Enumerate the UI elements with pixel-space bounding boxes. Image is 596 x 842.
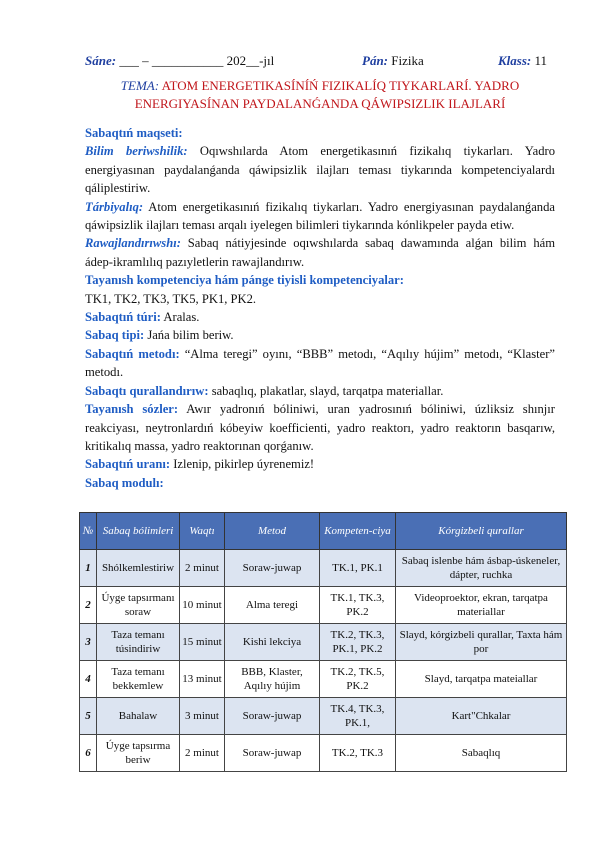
row-materials: Kart"Chkalar [396, 698, 567, 735]
row-section: Úyge tapsırmanı soraw [97, 587, 180, 624]
row-materials: Slayd, tarqatpa mateiallar [396, 661, 567, 698]
table-row [80, 550, 567, 587]
lesson-kind-text: Aralas. [163, 310, 200, 325]
row-competence: TK.1, TK.3, PK.2 [320, 587, 396, 624]
row-time: 13 minut [180, 661, 225, 698]
method-text: “Alma teregi” oyını, “BBB” metodı, “Aqılıy hújim” metodı, “Klaster” metodı. [85, 346, 555, 380]
row-section: Taza temanı túsindiriw [97, 624, 180, 661]
row-method: Kishi lekciya [225, 624, 320, 661]
row-method: Soraw-juwap [225, 735, 320, 772]
row-competence: TK.2, TK.3 [320, 735, 396, 772]
col-header-materials: Kórgizbeli qurallar [396, 513, 567, 550]
row-section: Úyge tapsırma beriw [97, 735, 180, 772]
table-header-row [80, 513, 567, 550]
row-number: 4 [80, 661, 97, 698]
row-number: 1 [80, 550, 97, 587]
table-row [80, 735, 567, 772]
upbringing-text: Atom energetikasınıń fizikalıq tiykarları. Yadro energiyasınan paydalanǵanda qáwipsizlik ilajları teması arqalı iyelegen bilimleri tiykarında kónlikpeler payda etiw. [85, 199, 555, 233]
educational-text: Oqıwshılarda Atom energetikasınıń fizikalıq tiykarları. Yadro energiyasınan paydalanǵanda qáwipsizlik ilajları teması tiykarında kompetenciyalardı qáliplestiriw. [85, 144, 556, 196]
lesson-title [85, 77, 555, 113]
table-row [80, 661, 567, 698]
row-number: 2 [80, 587, 97, 624]
row-materials: Sabaqlıq [396, 735, 567, 772]
lesson-body [85, 124, 555, 492]
row-section: Bahalaw [97, 698, 180, 735]
title-prefix: TEMA: [120, 78, 160, 93]
lesson-type-label: Sabaq tipi: [85, 328, 145, 343]
method-label: Sabaqtıń metodı: [85, 346, 180, 361]
row-materials: Videoproektor, ekran, tarqatpa materiallar [396, 587, 567, 624]
col-header-competence: Kompeten-ciya [320, 513, 396, 550]
developing-text: Sabaq nátiyjesinde oqıwshılarda sabaq dawamında alǵan bilim hám ádep-ikramlılıq pazıyletlerin rawajlandırıw. [85, 236, 555, 269]
row-competence: TK.2, TK.5, PK.2 [320, 661, 396, 698]
col-header-method: Metod [225, 513, 320, 550]
row-time: 15 minut [180, 624, 225, 661]
table-row [80, 698, 567, 735]
row-time: 2 minut [180, 550, 225, 587]
class-field [498, 53, 547, 69]
col-header-time: Waqtı [180, 513, 225, 550]
row-method: BBB, Klaster, Aqılıy hújim [225, 661, 320, 698]
date-label: Sáne: [85, 53, 117, 68]
subject-label: Pán: [362, 53, 388, 68]
row-method: Alma teregi [225, 587, 320, 624]
keywords-text: Awır yadronıń bóliniwi, uran yadrosınıń bóliniwi, úzliksiz shınjır reakciyası, neytronlardıń kóbeyiw koefficienti, yadro reaktorı, yadro reaktorın basqarıw, kritikalıq massa, yadro reaktorınan qorǵanıw. [85, 402, 555, 453]
row-time: 3 minut [180, 698, 225, 735]
motto-label: Sabaqtıń uranı: [85, 457, 171, 472]
row-competence: TK.2, TK.3, PK.1, PK.2 [320, 624, 396, 661]
col-header-number: № [80, 513, 97, 550]
date-value: ___ – ___________ 202__-jıl [119, 53, 275, 68]
upbringing-label: Tárbiyalıq: [85, 199, 144, 214]
row-materials: Sabaq islenbe hám ásbap-úskeneler, dápter, ruchka [396, 550, 567, 587]
title-text: ATOM ENERGETIKASÍNÍŃ FIZIKALÍQ TIYKARLARÍ. YADRO ENERGIYASÍNAN PAYDALANǴANDA QÁWIPSIZLIK ILAJLARÍ [134, 78, 520, 111]
class-value: 11 [534, 53, 548, 68]
goal-heading: Sabaqtıń maqseti: [85, 126, 183, 140]
lesson-type-text: Jańa bilim beriw. [147, 328, 234, 343]
competence-text: TK1, TK2, TK3, TK5, PK1, PK2. [85, 291, 257, 306]
row-method: Soraw-juwap [225, 698, 320, 735]
row-competence: TK.1, PK.1 [320, 550, 396, 587]
equipment-text: sabaqlıq, plakatlar, slayd, tarqatpa materiallar. [211, 383, 444, 398]
col-header-section: Sabaq bólimleri [97, 513, 180, 550]
row-number: 3 [80, 624, 97, 661]
lesson-kind-label: Sabaqtıń túri: [85, 310, 161, 325]
keywords-label: Tayanısh sózler: [85, 402, 179, 417]
lesson-header [85, 53, 555, 69]
row-method: Soraw-juwap [225, 550, 320, 587]
date-field [85, 53, 274, 69]
subject-field [362, 53, 424, 69]
developing-label: Rawajlandırıwshı: [85, 236, 181, 251]
competence-heading: Tayanısh kompetenciya hám pánge tiyisli kompetenciyalar: [85, 273, 404, 288]
educational-label: Bilim beriwshilik: [85, 144, 188, 159]
table-row [80, 624, 567, 661]
row-section: Shólkemlestiriw [97, 550, 180, 587]
row-time: 2 minut [180, 735, 225, 772]
row-time: 10 minut [180, 587, 225, 624]
row-section: Taza temanı bekkemlew [97, 661, 180, 698]
class-label: Klass: [498, 53, 532, 68]
module-heading: Sabaq modulı: [85, 475, 164, 490]
row-number: 5 [80, 698, 97, 735]
motto-text: Izlenip, pikirlep úyrenemiz! [173, 457, 315, 472]
row-materials: Slayd, kórgizbeli qurallar, Taxta hám por [396, 624, 567, 661]
row-number: 6 [80, 735, 97, 772]
table-row [80, 587, 567, 624]
equipment-label: Sabaqtı qurallandırıw: [85, 383, 209, 398]
subject-value: Fizika [391, 53, 424, 68]
row-competence: TK.4, TK.3, PK.1, [320, 698, 396, 735]
lesson-module-table [79, 512, 567, 772]
